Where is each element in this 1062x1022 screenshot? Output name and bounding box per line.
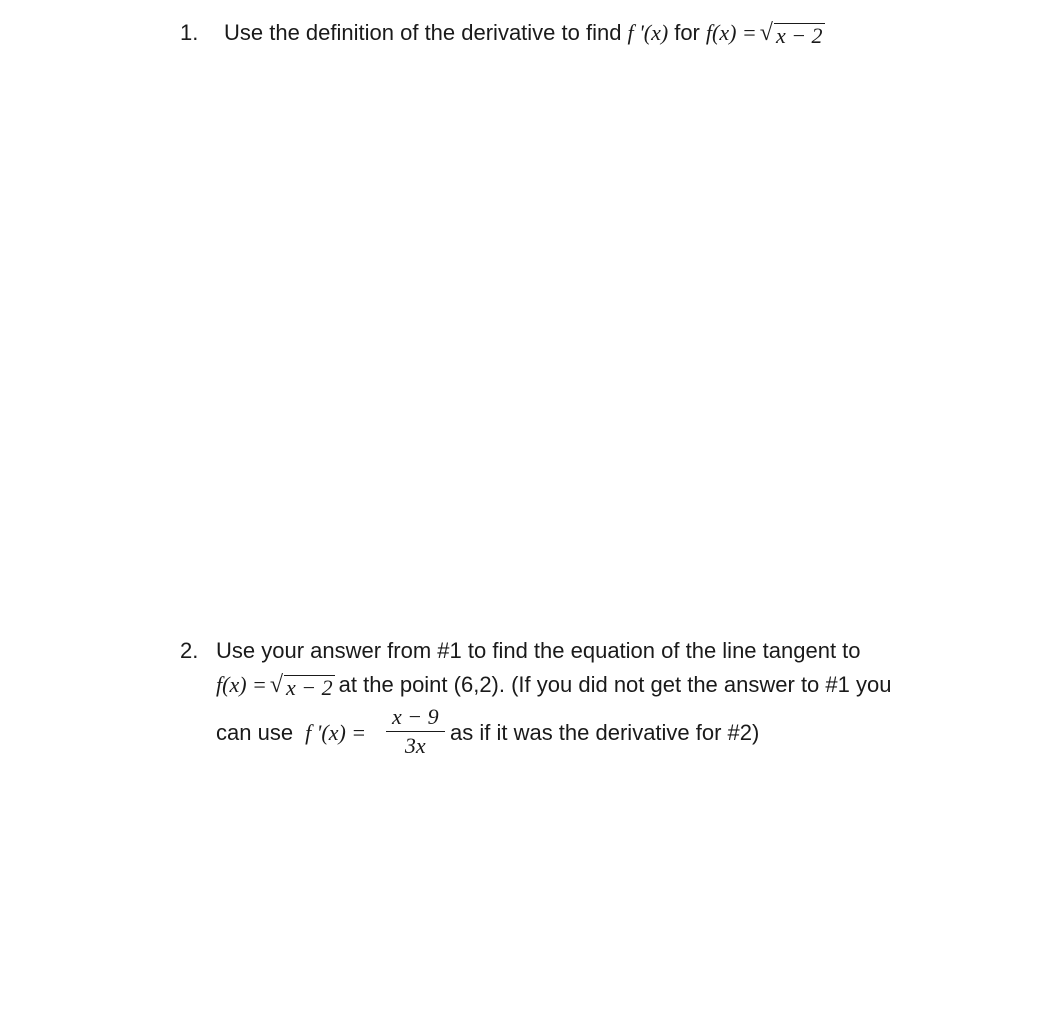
question-2-sqrt: [270, 672, 335, 699]
question-1-radicand: x − 2: [775, 22, 823, 48]
question-1-number: 1.: [180, 20, 199, 45]
sqrt-sign-icon: √: [759, 20, 773, 46]
sqrt-sign-icon: √: [269, 672, 284, 698]
question-2-number: 2.: [180, 638, 199, 663]
question-1-function-lhs: f(x) =: [705, 20, 757, 45]
question-1-for-text: for: [674, 20, 700, 45]
fraction-numerator: x − 9: [386, 706, 445, 732]
question-2-line-3-start: [216, 720, 366, 746]
question-2-line-2: [216, 672, 891, 699]
question-1-prompt: [224, 20, 825, 47]
question-2-line-3-end: [450, 720, 759, 746]
fraction-denominator: 3x: [404, 733, 426, 758]
question-2-function-lhs: f(x) =: [216, 672, 267, 697]
question-1-text: Use the definition of the derivative to find: [224, 20, 622, 45]
question-2-fraction: [386, 706, 445, 757]
question-1-sqrt: [760, 20, 825, 47]
question-2-line-1: [216, 638, 861, 664]
question-2-text-line-3: as if it was the derivative for #2): [450, 720, 760, 745]
question-2-text-line-1: Use your answer from #1 to find the equation of the line tangent to: [216, 638, 861, 663]
question-2-can-use-text: can use: [216, 720, 294, 745]
question-2-radicand: x − 2: [286, 674, 333, 700]
question-2-text-line-2: at the point (6,2). (If you did not get the answer to #1 you: [338, 672, 892, 697]
question-1-derivative-expr: f '(x): [627, 20, 669, 45]
question-2-derivative-lhs: f '(x) =: [305, 720, 367, 745]
